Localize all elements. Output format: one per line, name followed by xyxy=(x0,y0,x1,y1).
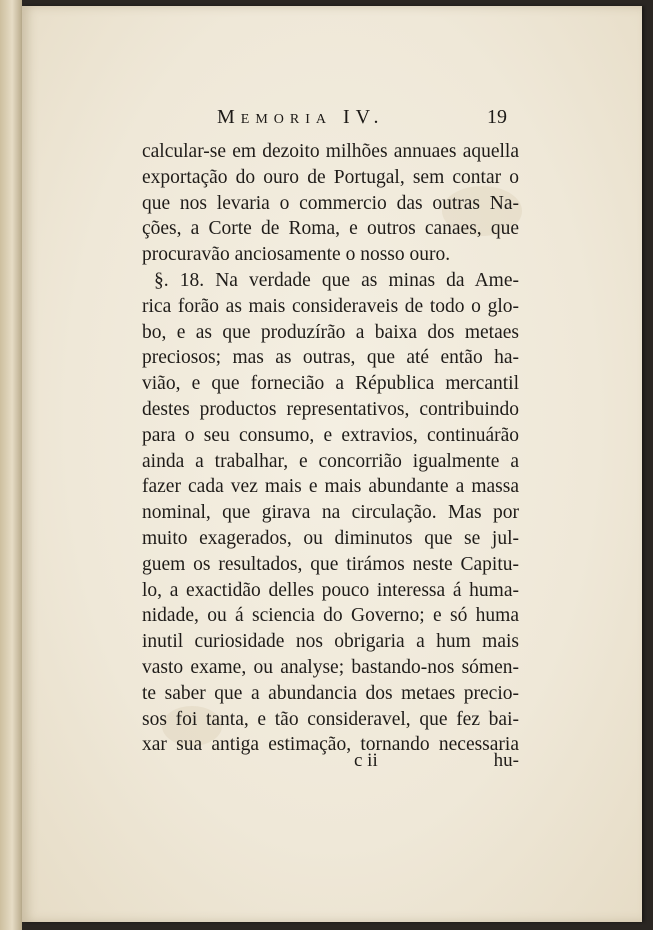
text-line: nidade, ou á sciencia do Governo; e só huma xyxy=(142,605,519,627)
text-line: vasto exame, ou analyse; bastando-nos sómen- xyxy=(142,656,519,678)
text-line: fazer cada vez mais e mais abundante a massa xyxy=(142,476,519,498)
page-footer xyxy=(142,750,519,776)
text-line: ainda a trabalhar, e concorrião igualmente a xyxy=(142,450,519,472)
text-line: destes productos representativos, contribuindo xyxy=(142,398,519,420)
text-line: calcular-se em dezoito milhões annuaes aquella xyxy=(142,141,519,162)
book-gutter xyxy=(0,0,22,930)
signature-mark: c ii xyxy=(354,750,378,771)
text-line: xar sua antiga estimação, tornando necessaria xyxy=(142,734,519,756)
book-page xyxy=(22,6,642,922)
text-line: sos foi tanta, e tão consideravel, que fez bai- xyxy=(142,708,519,730)
page-header xyxy=(217,106,517,134)
catchword: hu- xyxy=(493,750,519,771)
text-line: te saber que a abundancia dos metaes precio- xyxy=(142,682,519,704)
text-line: preciosos; mas as outras, que até então ha- xyxy=(142,347,519,369)
text-line: guem os resultados, que tirámos neste Capitu- xyxy=(142,553,519,575)
body-text xyxy=(142,139,519,771)
text-line: muito exagerados, ou diminutos que se jul- xyxy=(142,527,519,549)
text-line: vião, e que fornecião a Républica mercantil xyxy=(142,373,519,395)
text-line: nominal, que girava na circulação. Mas por xyxy=(142,502,519,524)
text-line: bo, e as que produzírão a baixa dos metaes xyxy=(142,321,519,343)
section-start-line: §. 18. Na verdade que as minas da Ame- xyxy=(154,269,519,291)
text-line: rica forão as mais consideraveis de todo o glo- xyxy=(142,295,519,317)
running-title: Memoria IV. xyxy=(217,106,385,128)
text-line: para o seu consumo, e extravios, continuárão xyxy=(142,424,519,446)
text-line: ções, a Corte de Roma, e outros canaes, que xyxy=(142,218,519,240)
text-line: procuravão anciosamente o nosso ouro. xyxy=(142,244,451,266)
text-line: lo, a exactidão delles pouco interessa á huma- xyxy=(142,579,519,601)
page-number: 19 xyxy=(487,106,507,128)
text-line: exportação do ouro de Portugal, sem contar o xyxy=(142,166,519,188)
text-line: que nos levaria o commercio das outras Na- xyxy=(142,192,519,214)
text-line: inutil curiosidade nos obrigaria a hum mais xyxy=(142,631,519,653)
